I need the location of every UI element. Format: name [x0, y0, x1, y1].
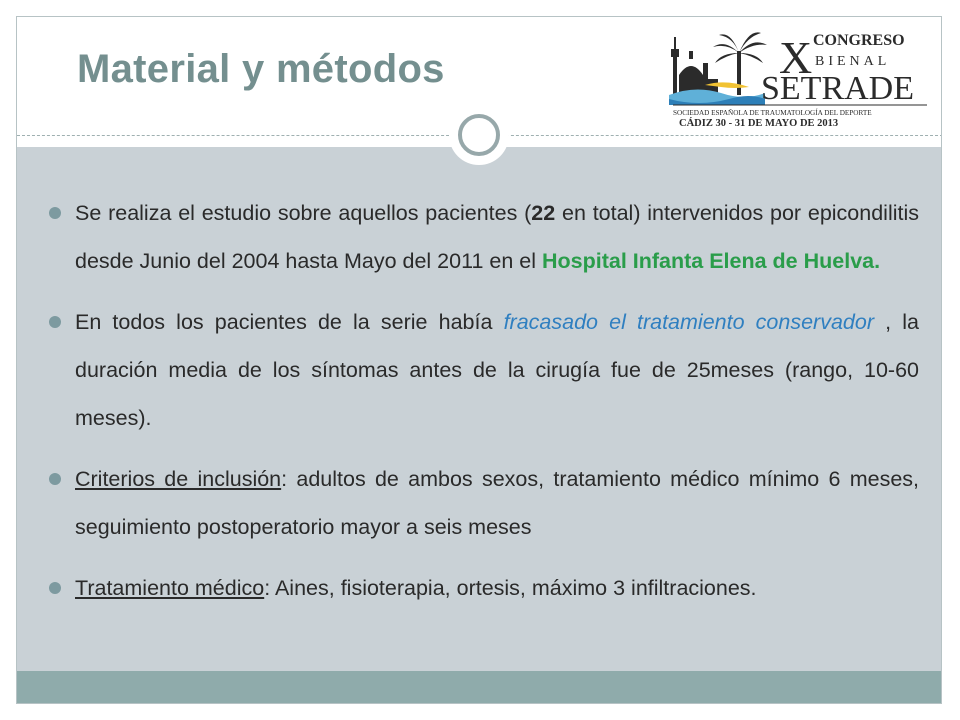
logo-bienal: BIENAL	[815, 54, 891, 69]
bullet-1-hospital: Hospital Infanta Elena de Huelva.	[541, 249, 881, 273]
bullet-dot-icon	[49, 316, 61, 328]
bullet-1-text-c: en total) intervenidos por epicondilitis desde Junio del 2004 hasta Mayo del 2011 en el	[75, 201, 919, 273]
logo-setrade: SETRADE	[761, 70, 914, 107]
bullet-dot-icon	[49, 473, 61, 485]
bullet-4-heading: Tratamiento médico	[75, 576, 265, 600]
cathedral-icon	[671, 37, 718, 95]
bullet-2-emphasis: fracasado el tratamiento conservador	[503, 310, 874, 334]
bullet-item-medical-treatment	[47, 564, 919, 612]
bullet-2-text-c: , la duración media de los síntomas antes de la cirugía fue de 25meses (rango, 10-60 meses).	[75, 310, 919, 430]
bullet-item-study	[47, 189, 919, 285]
bullet-3-text: : adultos de ambos sexos, tratamiento médico mínimo 6 meses, seguimiento postoperatorio mayor a seis meses	[75, 467, 919, 539]
bullet-1-text-a: Se realiza el estudio sobre aquellos pacientes (	[75, 201, 532, 225]
slide-content	[17, 147, 942, 671]
bullet-list	[47, 189, 919, 625]
bullet-2-text-a: En todos los pacientes de la serie había	[75, 310, 504, 334]
bullet-1-count: 22	[531, 201, 556, 225]
bullet-4-text: : Aines, fisioterapia, ortesis, máximo 3 infiltraciones.	[264, 576, 757, 600]
slide-frame	[16, 16, 942, 704]
bullet-3-heading: Criterios de inclusión	[75, 467, 282, 491]
congress-logo	[665, 23, 937, 127]
logo-society: SOCIEDAD ESPAÑOLA DE TRAUMATOLOGÍA DEL DEPORTE	[673, 109, 872, 117]
logo-congreso: CONGRESO	[813, 32, 905, 49]
logo-roman-numeral: X	[779, 32, 813, 83]
slide-footer-bar	[17, 671, 942, 704]
logo-dates: CÁDIZ 30 - 31 DE MAYO DE 2013	[679, 118, 839, 127]
bullet-item-failed-treatment	[47, 298, 919, 442]
divider-circle-ring	[458, 114, 500, 156]
bullet-dot-icon	[49, 582, 61, 594]
bullet-item-inclusion-criteria	[47, 455, 919, 551]
slide-title: Material y métodos	[77, 47, 445, 91]
bullet-dot-icon	[49, 207, 61, 219]
divider-circle-icon	[449, 105, 509, 165]
